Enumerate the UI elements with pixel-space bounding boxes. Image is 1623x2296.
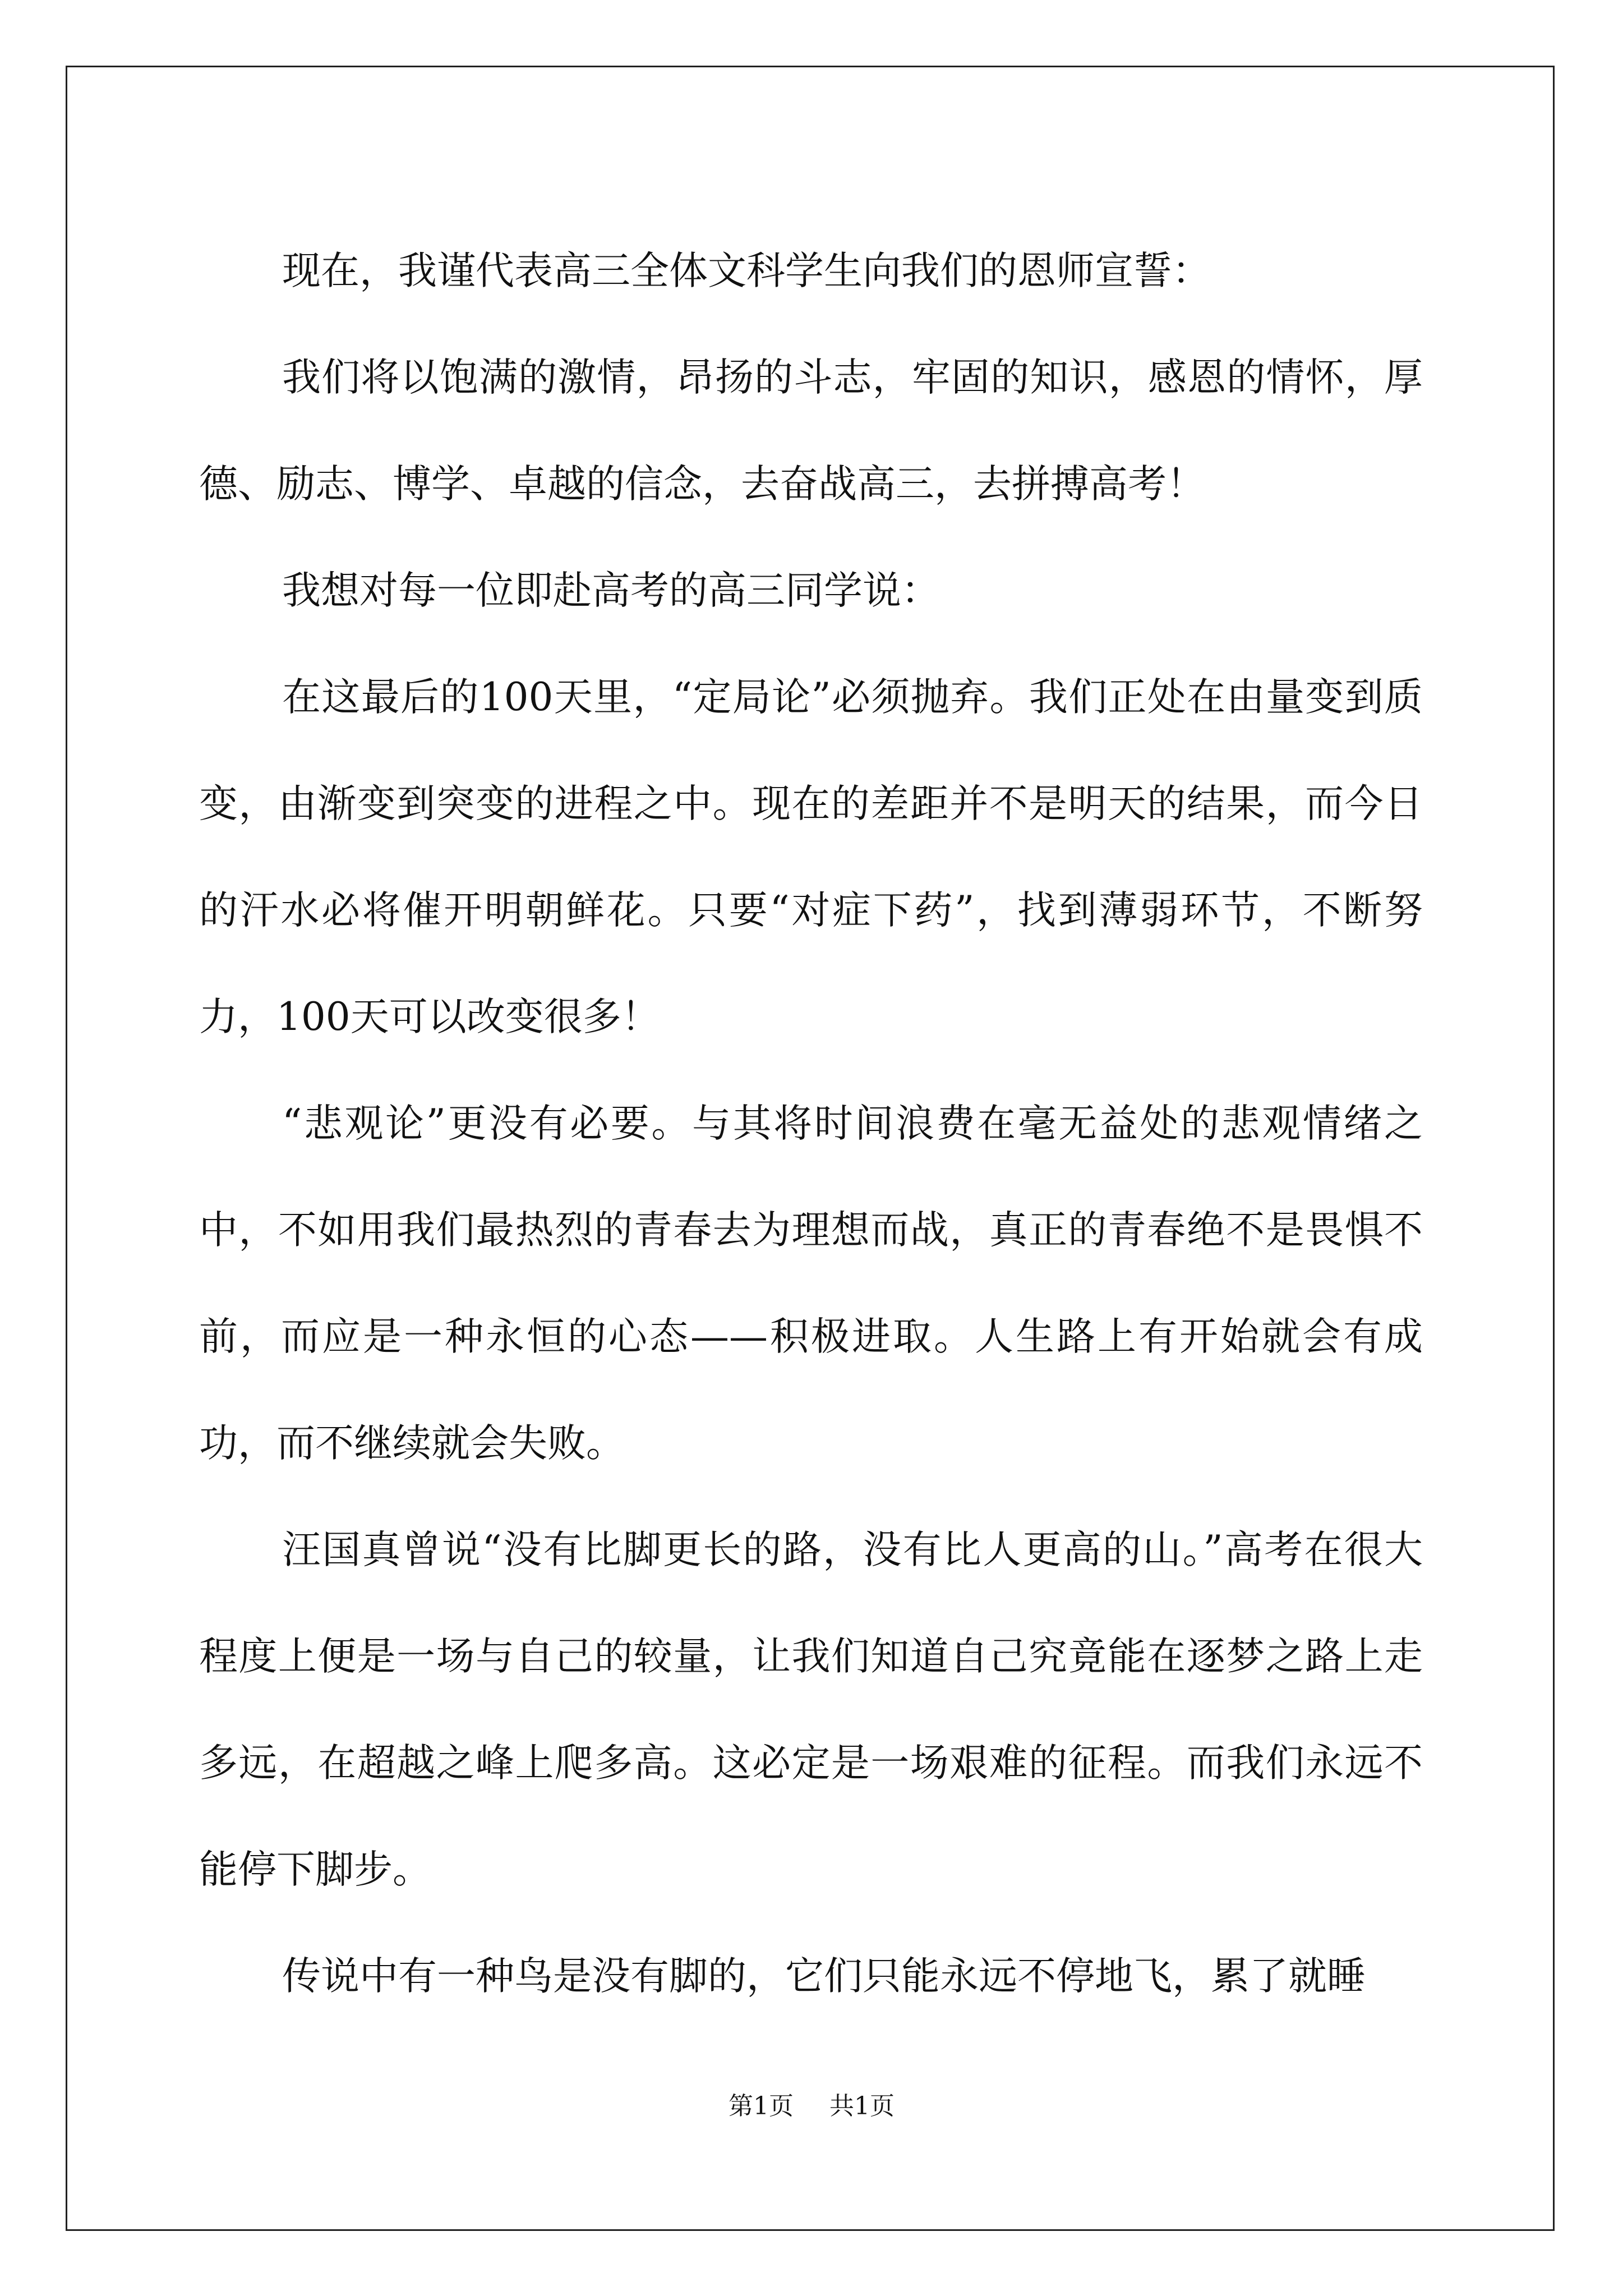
- document-body: [199, 218, 1423, 2030]
- page-footer: [0, 2090, 1623, 2123]
- paragraph: 我们将以饱满的激情，昂扬的斗志，牢固的知识，感恩的情怀，厚德、励志、博学、卓越的信念，去奋战高三，去拼搏高考！: [199, 355, 1423, 507]
- page-count: 共1页: [829, 2092, 895, 2120]
- paragraph: 现在，我谨代表高三全体文科学生向我们的恩师宣誓：: [282, 249, 1211, 293]
- paragraph: 在这最后的100天里，“定局论”必须抛弃。我们正处在由量变到质变，由渐变到突变的进程之中。现在的差距并不是明天的结果，而今日的汗水必将催开明朝鲜花。只要“对症下药”，找到薄弱环节，不断努力，100天可以改变很多！: [199, 675, 1423, 1039]
- paragraph: 我想对每一位即赴高考的高三同学说：: [282, 568, 940, 613]
- paragraph: “悲观论”更没有必要。与其将时间浪费在毫无益处的悲观情绪之中，不如用我们最热烈的青春去为理想而战，真正的青春绝不是畏惧不前，而应是一种永恒的心态——积极进取。人生路上有开始就会有成功，而不继续就会失败。: [199, 1101, 1423, 1466]
- paragraph: 传说中有一种鸟是没有脚的，它们只能永远不停地飞，累了就睡: [282, 1954, 1366, 1999]
- page-number: 第1页: [728, 2092, 794, 2120]
- paragraph: 汪国真曾说“没有比脚更长的路，没有比人更高的山。”高考在很大程度上便是一场与自己的较量，让我们知道自己究竟能在逐梦之路上走多远，在超越之峰上爬多高。这必定是一场艰难的征程。而我们永远不能停下脚步。: [199, 1527, 1423, 1892]
